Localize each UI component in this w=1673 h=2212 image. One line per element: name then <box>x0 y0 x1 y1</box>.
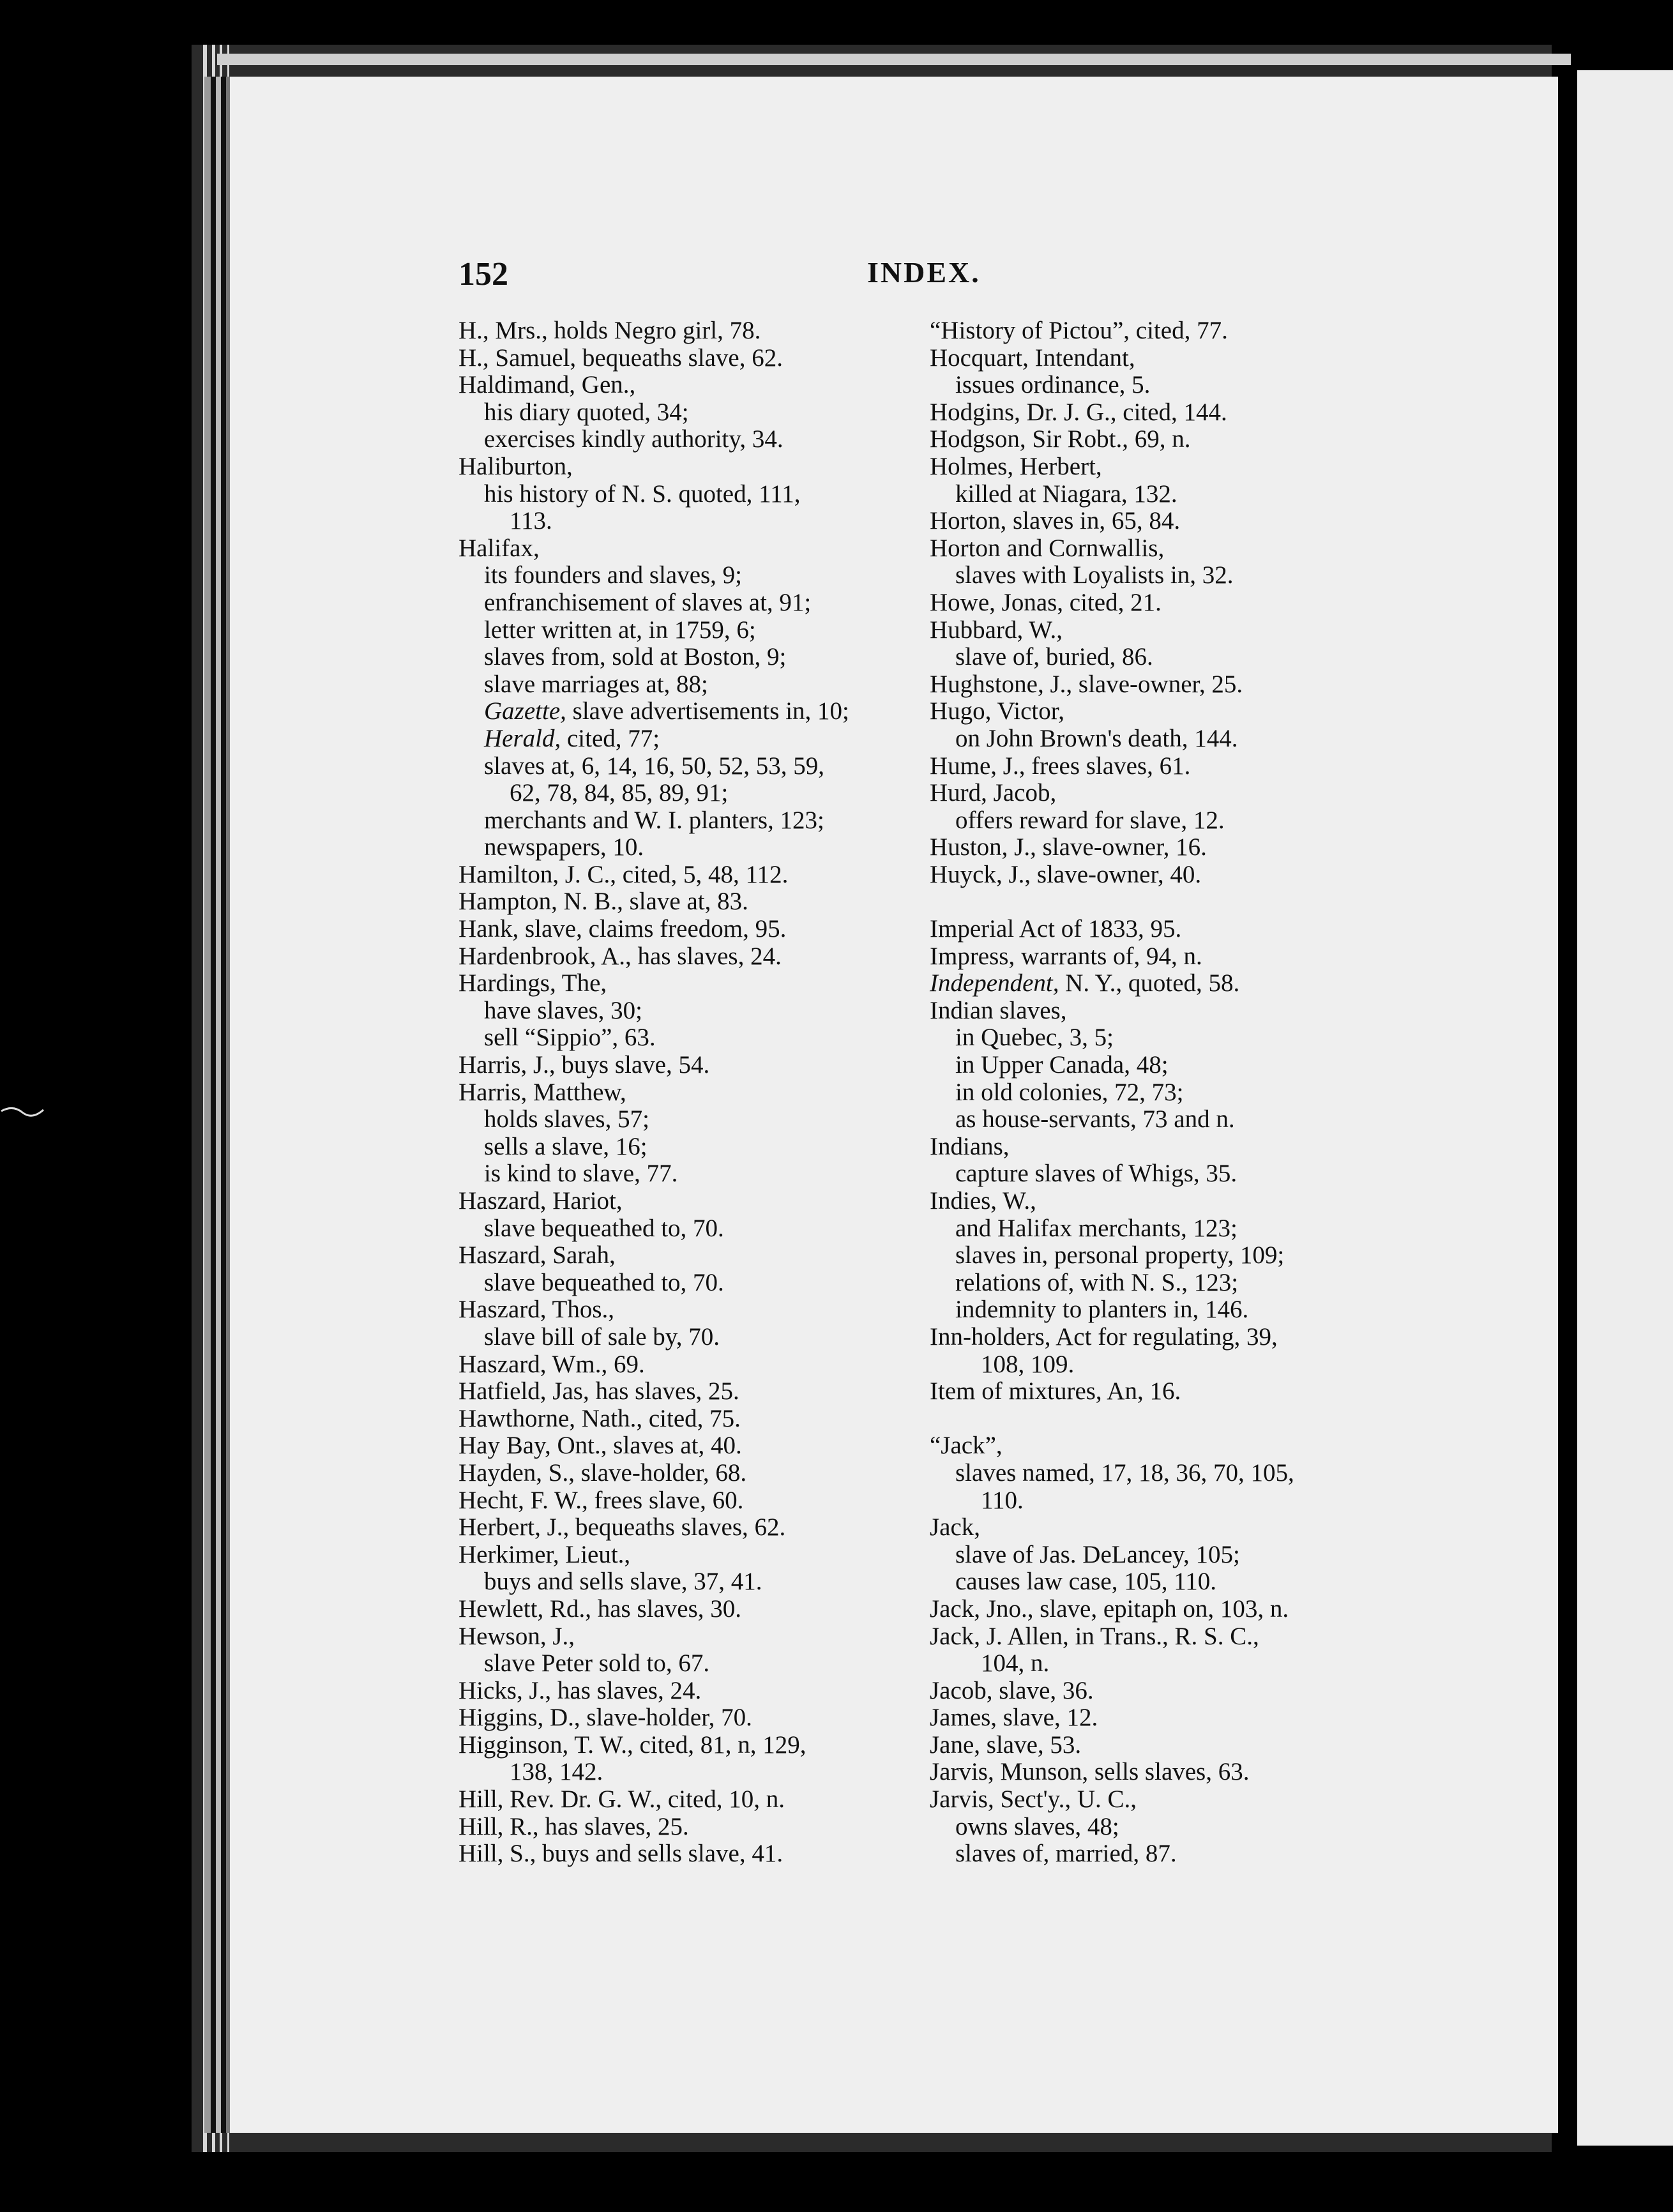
italic-title: Herald, <box>484 724 561 752</box>
entry-text: Haszard, Sarah, <box>458 1241 616 1269</box>
index-entry <box>458 1052 931 1079</box>
entry-text: slave bequeathed to, 70. <box>484 1214 724 1242</box>
index-subentry <box>458 1759 931 1786</box>
index-entry <box>930 535 1402 563</box>
entry-text: slaves named, 17, 18, 36, 70, 105, <box>955 1458 1294 1487</box>
index-subentry <box>458 1133 931 1161</box>
entry-text: Jarvis, Sect'y., U. C., <box>930 1785 1137 1814</box>
index-subentry <box>930 1052 1402 1079</box>
index-subentry <box>458 1568 931 1596</box>
entry-text: newspapers, 10. <box>484 833 644 861</box>
index-entry <box>930 1133 1402 1161</box>
index-entry <box>930 1324 1402 1351</box>
index-subentry <box>458 562 931 589</box>
index-entry <box>930 997 1402 1025</box>
index-subentry <box>930 1487 1402 1515</box>
entry-text: holds slaves, 57; <box>484 1105 649 1133</box>
entry-text: cited, 77; <box>567 724 660 752</box>
index-subentry <box>930 1460 1402 1487</box>
entry-text: slave marriages at, 88; <box>484 670 708 698</box>
index-entry <box>458 1678 931 1705</box>
index-entry <box>458 943 931 971</box>
index-entry <box>930 671 1402 699</box>
index-entry <box>458 888 931 916</box>
entry-text: Herbert, J., bequeaths slaves, 62. <box>458 1513 786 1542</box>
entry-text: Hubbard, W., <box>930 616 1063 644</box>
entry-text: H., Samuel, bequeaths slave, 62. <box>458 344 783 372</box>
index-subentry <box>458 1215 931 1243</box>
index-entry <box>930 1732 1402 1759</box>
index-column-right <box>930 317 1402 1868</box>
entry-text: have slaves, 30; <box>484 996 643 1024</box>
entry-text: Hughstone, J., slave-owner, 25. <box>930 670 1243 698</box>
index-subentry <box>930 1296 1402 1324</box>
entry-text: slave advertisements in, 10; <box>572 697 849 725</box>
index-entry <box>930 1678 1402 1705</box>
index-entry <box>930 426 1402 453</box>
index-entry <box>930 1378 1402 1405</box>
entry-text: Indians, <box>930 1132 1010 1160</box>
entry-text: 104, n. <box>981 1649 1050 1678</box>
index-entry <box>458 1814 931 1841</box>
entry-text: Huston, J., slave-owner, 16. <box>930 833 1207 861</box>
index-subentry <box>930 1840 1402 1868</box>
index-subentry <box>930 372 1402 399</box>
entry-text: Hatfield, Jas, has slaves, 25. <box>458 1377 739 1405</box>
index-subentry <box>458 725 931 753</box>
entry-text: 138, 142. <box>510 1758 603 1786</box>
index-subentry <box>930 1542 1402 1569</box>
index-entry <box>930 317 1402 345</box>
index-entry <box>458 1405 931 1433</box>
index-subentry <box>930 644 1402 671</box>
index-entry <box>930 589 1402 617</box>
index-entry <box>930 1514 1402 1542</box>
index-entry <box>458 372 931 399</box>
entry-text: in old colonies, 72, 73; <box>955 1078 1184 1106</box>
index-subentry <box>930 1242 1402 1269</box>
entry-text: slave bequeathed to, 70. <box>484 1268 724 1296</box>
index-entry <box>458 535 931 563</box>
index-entry <box>458 345 931 372</box>
entry-text: Hocquart, Intendant, <box>930 344 1135 372</box>
entry-text: Hank, slave, claims freedom, 95. <box>458 915 787 943</box>
index-entry <box>458 970 931 997</box>
entry-text: enfranchisement of slaves at, 91; <box>484 588 812 616</box>
page-edge <box>227 45 229 2152</box>
entry-text: Hill, S., buys and sells slave, 41. <box>458 1840 784 1868</box>
entry-text: sells a slave, 16; <box>484 1132 647 1160</box>
index-entry <box>458 1786 931 1814</box>
entry-text: Hampton, N. B., slave at, 83. <box>458 888 748 916</box>
index-entry <box>930 345 1402 372</box>
entry-text: Hawthorne, Nath., cited, 75. <box>458 1404 741 1432</box>
index-column-left <box>458 317 931 1868</box>
index-subentry <box>930 1650 1402 1678</box>
index-subentry <box>458 1269 931 1297</box>
index-subentry <box>930 1269 1402 1297</box>
index-entry <box>930 399 1402 427</box>
entry-text: slave bill of sale by, 70. <box>484 1322 720 1351</box>
index-subentry <box>930 807 1402 835</box>
entry-text: offers reward for slave, 12. <box>955 806 1225 834</box>
entry-text: 110. <box>981 1486 1024 1514</box>
index-entry <box>930 916 1402 943</box>
index-subentry <box>930 725 1402 753</box>
entry-text: Harris, Matthew, <box>458 1078 626 1106</box>
page-header <box>458 255 1384 300</box>
entry-text: Jacob, slave, 36. <box>930 1676 1094 1704</box>
index-entry <box>458 1514 931 1542</box>
entry-text: James, slave, 12. <box>930 1704 1098 1732</box>
entry-text: Jack, <box>930 1513 981 1542</box>
entry-text: Hurd, Jacob, <box>930 779 1057 807</box>
index-entry <box>458 453 931 481</box>
entry-text: Hodgins, Dr. J. G., cited, 144. <box>930 398 1227 426</box>
entry-text: relations of, with N. S., 123; <box>955 1268 1239 1296</box>
entry-text: Hewlett, Rd., has slaves, 30. <box>458 1595 742 1623</box>
index-subentry <box>930 1079 1402 1107</box>
entry-text: Haliburton, <box>458 452 573 480</box>
entry-text: slaves with Loyalists in, 32. <box>955 561 1234 589</box>
entry-text: Hay Bay, Ont., slaves at, 40. <box>458 1432 742 1460</box>
entry-text: merchants and W. I. planters, 123; <box>484 806 824 834</box>
index-subentry <box>930 562 1402 589</box>
index-entry <box>458 916 931 943</box>
entry-text: Hume, J., frees slaves, 61. <box>930 752 1191 780</box>
index-entry <box>458 1487 931 1515</box>
index-subentry <box>458 644 931 671</box>
index-entry <box>458 1079 931 1107</box>
index-entry <box>458 1542 931 1569</box>
index-subentry <box>458 1106 931 1133</box>
entry-text: Hicks, J., has slaves, 24. <box>458 1676 702 1704</box>
entry-text: as house-servants, 73 and n. <box>955 1105 1235 1133</box>
entry-text: slaves at, 6, 14, 16, 50, 52, 53, 59, <box>484 752 824 780</box>
index-entry <box>458 1242 931 1269</box>
index-entry <box>930 753 1402 780</box>
index-entry <box>930 1759 1402 1786</box>
entry-text: exercises kindly authority, 34. <box>484 425 784 453</box>
index-subentry <box>458 1324 931 1351</box>
index-subentry <box>458 997 931 1025</box>
index-entry <box>458 1188 931 1215</box>
index-entry <box>930 834 1402 861</box>
entry-text: slave Peter sold to, 67. <box>484 1649 710 1678</box>
index-entry <box>930 1188 1402 1215</box>
entry-text: Horton and Cornwallis, <box>930 534 1165 562</box>
index-entry <box>458 1432 931 1460</box>
page-number: 152 <box>458 256 508 292</box>
entry-text: Hardings, The, <box>458 969 607 997</box>
entry-text: in Quebec, 3, 5; <box>955 1024 1114 1052</box>
entry-text: Haszard, Wm., 69. <box>458 1350 645 1378</box>
index-subentry <box>458 589 931 617</box>
entry-text: capture slaves of Whigs, 35. <box>955 1160 1238 1188</box>
entry-text: Harris, J., buys slave, 54. <box>458 1051 710 1079</box>
entry-text: slave of, buried, 86. <box>955 643 1153 671</box>
entry-text: Indies, W., <box>930 1187 1036 1215</box>
entry-text: Haszard, Thos., <box>458 1296 615 1324</box>
entry-text: Huyck, J., slave-owner, 40. <box>930 860 1202 888</box>
index-entry <box>458 1351 931 1379</box>
facing-page-edge <box>1577 70 1673 2146</box>
entry-text: killed at Niagara, 132. <box>955 480 1177 508</box>
page-edge <box>203 45 207 2152</box>
entry-text: Hugo, Victor, <box>930 697 1064 725</box>
entry-text: Hecht, F. W., frees slave, 60. <box>458 1486 744 1514</box>
index-subentry <box>458 508 931 535</box>
index-entry <box>930 1786 1402 1814</box>
entry-text: Higgins, D., slave-holder, 70. <box>458 1704 752 1732</box>
index-entry <box>458 1296 931 1324</box>
entry-text: 108, 109. <box>981 1350 1075 1378</box>
entry-text: 62, 78, 84, 85, 89, 91; <box>510 779 729 807</box>
index-entry <box>930 943 1402 971</box>
index-subentry <box>458 617 931 644</box>
italic-title: Independent, <box>930 969 1059 997</box>
index-subentry <box>930 1215 1402 1243</box>
index-subentry <box>930 1160 1402 1188</box>
index-entry <box>458 1732 931 1759</box>
entry-text: Impress, warrants of, 94, n. <box>930 942 1202 970</box>
entry-text: is kind to slave, 77. <box>484 1160 678 1188</box>
index-entry <box>930 861 1402 889</box>
entry-text: and Halifax merchants, 123; <box>955 1214 1238 1242</box>
page-top-edge <box>217 54 1571 65</box>
entry-text: Hill, R., has slaves, 25. <box>458 1812 689 1840</box>
entry-text: Jarvis, Munson, sells slaves, 63. <box>930 1758 1250 1786</box>
section-gap <box>930 1405 1402 1433</box>
index-entry <box>458 861 931 889</box>
index-entry <box>930 1596 1402 1623</box>
index-subentry <box>930 1568 1402 1596</box>
entry-text: slaves from, sold at Boston, 9; <box>484 643 787 671</box>
entry-text: slaves in, personal property, 109; <box>955 1241 1285 1269</box>
entry-text: sell “Sippio”, 63. <box>484 1024 656 1052</box>
entry-text: N. Y., quoted, 58. <box>1065 969 1240 997</box>
entry-text: issues ordinance, 5. <box>955 371 1151 399</box>
entry-text: Herkimer, Lieut., <box>458 1540 631 1568</box>
entry-text: Haszard, Hariot, <box>458 1187 623 1215</box>
entry-text: indemnity to planters in, 146. <box>955 1296 1249 1324</box>
index-entry <box>458 1378 931 1405</box>
index-subentry <box>458 1650 931 1678</box>
entry-text: buys and sells slave, 37, 41. <box>484 1568 762 1596</box>
entry-text: on John Brown's death, 144. <box>955 724 1238 752</box>
index-entry <box>930 780 1402 807</box>
index-subentry <box>930 481 1402 508</box>
index-subentry <box>458 426 931 453</box>
index-entry <box>458 1840 931 1868</box>
margin-mark-icon <box>0 1098 45 1124</box>
entry-text: Hamilton, J. C., cited, 5, 48, 112. <box>458 860 789 888</box>
entry-text: Hewson, J., <box>458 1622 575 1650</box>
index-entry <box>458 1623 931 1651</box>
index-subentry <box>458 698 931 725</box>
page-title: INDEX. <box>867 256 981 289</box>
index-entry <box>930 508 1402 535</box>
page-edge <box>212 45 215 2152</box>
index-subentry <box>458 399 931 427</box>
section-gap <box>930 888 1402 916</box>
index-subentry <box>458 834 931 861</box>
index-subentry <box>458 671 931 699</box>
index-entry <box>930 1704 1402 1732</box>
index-entry <box>930 698 1402 725</box>
index-entry <box>458 317 931 345</box>
index-subentry <box>930 1814 1402 1841</box>
italic-title: Gazette, <box>484 697 566 725</box>
index-entry <box>458 1460 931 1487</box>
index-entry <box>930 453 1402 481</box>
entry-text: Jane, slave, 53. <box>930 1731 1082 1759</box>
entry-text: his diary quoted, 34; <box>484 398 689 426</box>
entry-text: Higginson, T. W., cited, 81, n, 129, <box>458 1731 806 1759</box>
index-subentry <box>930 1024 1402 1052</box>
index-entry <box>930 1432 1402 1460</box>
page-edge <box>220 45 222 2152</box>
index-entry <box>930 617 1402 644</box>
index-entry <box>930 970 1402 997</box>
entry-text: in Upper Canada, 48; <box>955 1051 1169 1079</box>
entry-text: Jack, Jno., slave, epitaph on, 103, n. <box>930 1595 1289 1623</box>
index-subentry <box>458 753 931 780</box>
entry-text: slaves of, married, 87. <box>955 1840 1177 1868</box>
entry-text: letter written at, in 1759, 6; <box>484 616 756 644</box>
entry-text: 113. <box>510 507 552 535</box>
index-entry <box>458 1704 931 1732</box>
index-subentry <box>458 1024 931 1052</box>
entry-text: Jack, J. Allen, in Trans., R. S. C., <box>930 1622 1259 1650</box>
entry-text: its founders and slaves, 9; <box>484 561 743 589</box>
entry-text: Horton, slaves in, 65, 84. <box>930 507 1181 535</box>
index-entry <box>458 1596 931 1623</box>
entry-text: Hill, Rev. Dr. G. W., cited, 10, n. <box>458 1785 785 1814</box>
entry-text: “Jack”, <box>930 1432 1003 1460</box>
entry-text: H., Mrs., holds Negro girl, 78. <box>458 317 761 344</box>
entry-text: Holmes, Herbert, <box>930 452 1102 480</box>
index-subentry <box>458 807 931 835</box>
entry-text: his history of N. S. quoted, 111, <box>484 480 801 508</box>
entry-text: causes law case, 105, 110. <box>955 1568 1217 1596</box>
index-subentry <box>458 780 931 807</box>
entry-text: Item of mixtures, An, 16. <box>930 1377 1181 1405</box>
entry-text: owns slaves, 48; <box>955 1812 1119 1840</box>
index-subentry <box>458 1160 931 1188</box>
entry-text: Indian slaves, <box>930 996 1067 1024</box>
entry-text: Howe, Jonas, cited, 21. <box>930 588 1162 616</box>
entry-text: Hayden, S., slave-holder, 68. <box>458 1458 747 1487</box>
entry-text: Hodgson, Sir Robt., 69, n. <box>930 425 1191 453</box>
entry-text: “History of Pictou”, cited, 77. <box>930 317 1228 344</box>
entry-text: Halifax, <box>458 534 540 562</box>
entry-text: Hardenbrook, A., has slaves, 24. <box>458 942 782 970</box>
entry-text: Imperial Act of 1833, 95. <box>930 915 1182 943</box>
entry-text: Inn-holders, Act for regulating, 39, <box>930 1322 1278 1351</box>
entry-text: Haldimand, Gen., <box>458 371 636 399</box>
entry-text: slave of Jas. DeLancey, 105; <box>955 1540 1240 1568</box>
index-subentry <box>930 1351 1402 1379</box>
index-entry <box>930 1623 1402 1651</box>
index-subentry <box>458 481 931 508</box>
index-subentry <box>930 1106 1402 1133</box>
